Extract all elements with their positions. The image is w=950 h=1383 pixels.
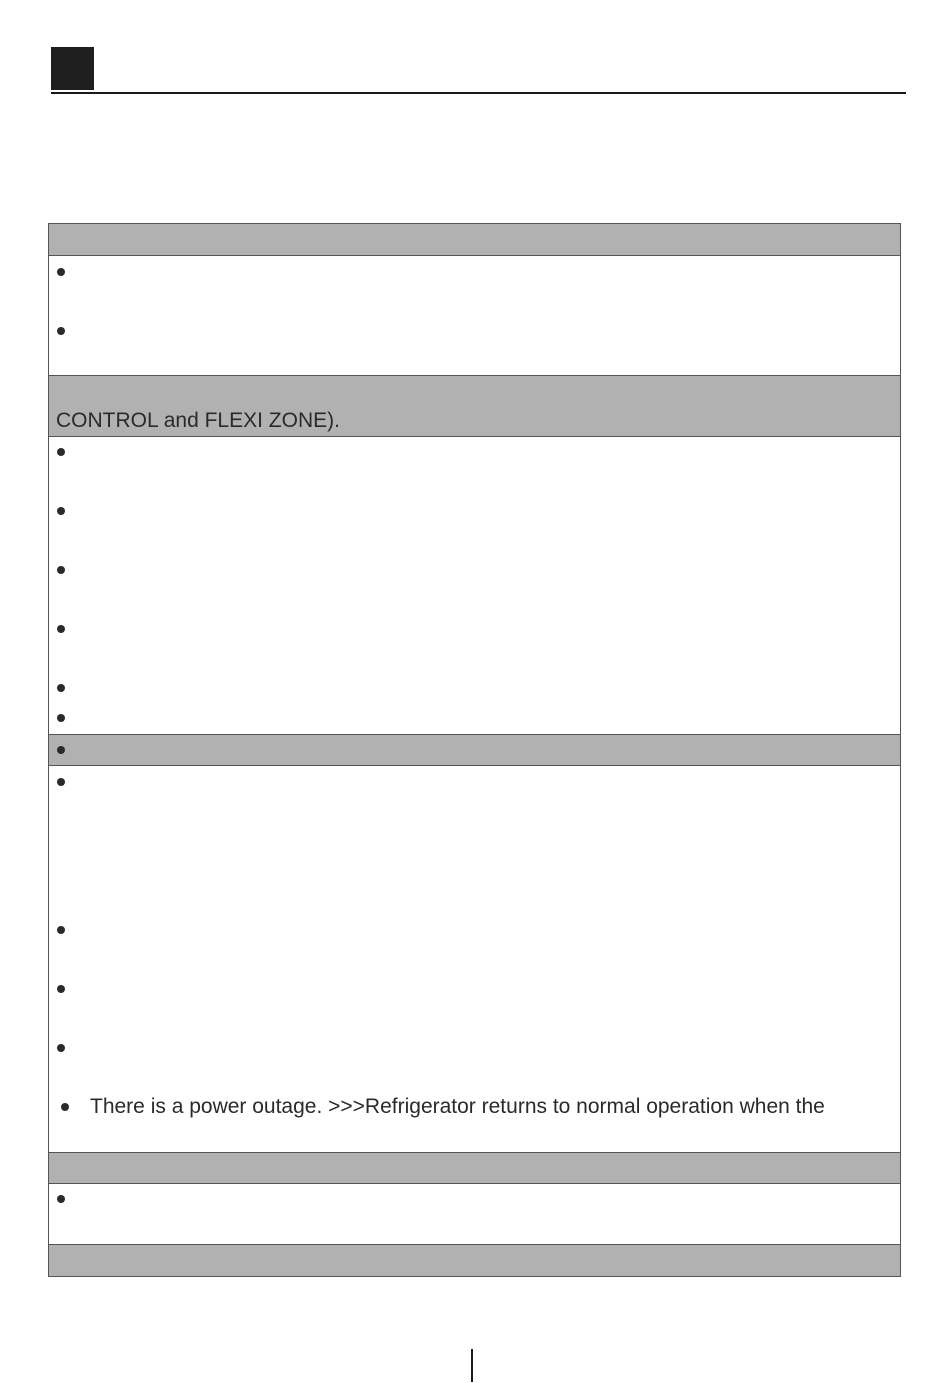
bullet-icon <box>57 1044 65 1052</box>
table-row <box>48 1183 901 1245</box>
bullet-icon <box>57 985 65 993</box>
bullet-icon <box>57 507 65 515</box>
bullet-icon <box>57 746 65 754</box>
table-row <box>48 1244 901 1277</box>
bullet-icon <box>57 1195 65 1203</box>
bullet-icon <box>57 684 65 692</box>
row-caption: CONTROL and FLEXI ZONE). <box>56 409 340 432</box>
bullet-text: There is a power outage. >>>Refrigerator returns to normal operation when the <box>90 1095 825 1118</box>
bullet-icon <box>57 778 65 786</box>
bullet-icon <box>57 327 65 335</box>
bullet-icon <box>57 926 65 934</box>
table-row <box>48 1152 901 1184</box>
table-row <box>48 436 901 735</box>
table-row <box>48 255 901 376</box>
bullet-icon <box>57 566 65 574</box>
table-row <box>48 375 901 437</box>
chapter-marker <box>51 47 94 90</box>
bullet-icon <box>61 1103 69 1111</box>
bullet-icon <box>57 625 65 633</box>
bullet-icon <box>57 448 65 456</box>
page-number-divider <box>471 1349 473 1382</box>
bullet-icon <box>57 714 65 722</box>
table-row <box>48 734 901 766</box>
table-row <box>48 765 901 1153</box>
header-rule <box>51 92 906 94</box>
bullet-icon <box>57 268 65 276</box>
table-row <box>48 223 901 256</box>
